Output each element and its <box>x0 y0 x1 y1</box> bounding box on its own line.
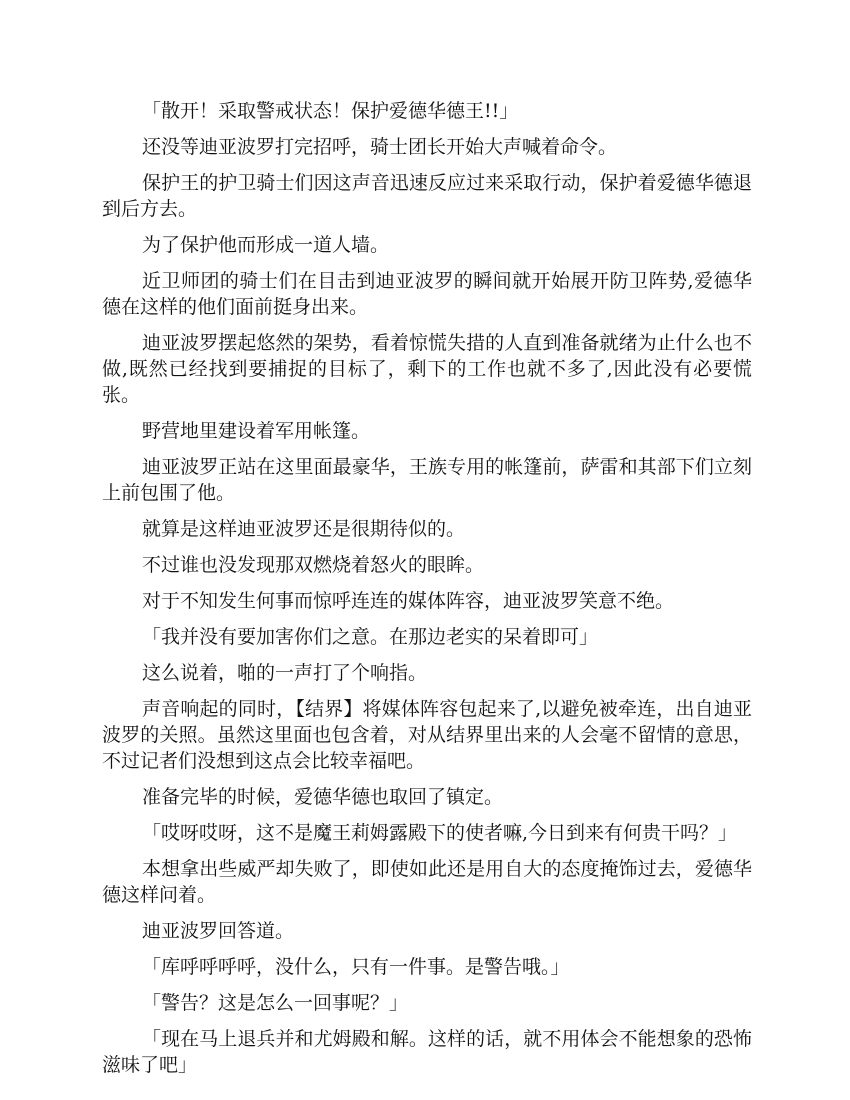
paragraph: 迪亚波罗正站在这里面最豪华，王族专用的帐篷前，萨雷和其部下们立刻上前包围了他。 <box>102 456 752 504</box>
paragraph: 「我并没有要加害你们之意。在那边老实的呆着即可」 <box>142 626 599 648</box>
paragraph: 迪亚波罗摆起悠然的架势，看着惊慌失措的人直到准备就绪为止什么也不做,既然已经找到要捕捉的目标了，剩下的工作也就不多了,因此没有必要慌张。 <box>102 332 752 406</box>
paragraph: 「散开！采取警戒状态！保护爱德华德王!!」 <box>142 100 519 122</box>
paragraph: 近卫师团的骑士们在目击到迪亚波罗的瞬间就开始展开防卫阵势,爱德华德在这样的他们面前挺身出来。 <box>102 270 752 318</box>
paragraph: 不过谁也没发现那双燃烧着怒火的眼眸。 <box>142 554 485 576</box>
paragraph: 准备完毕的时候，爱德华德也取回了镇定。 <box>142 786 504 808</box>
paragraph: 本想拿出些威严却失败了，即使如此还是用自大的态度掩饰过去，爱德华德这样问着。 <box>102 858 752 906</box>
document-page <box>102 98 752 1088</box>
paragraph: 就算是这样迪亚波罗还是很期待似的。 <box>142 518 466 540</box>
paragraph: 「库呼呼呼呼，没什么，只有一件事。是警告哦。」 <box>142 956 570 978</box>
paragraph: 「现在马上退兵并和尤姆殿和解。这样的话，就不用体会不能想象的恐怖滋味了吧」 <box>102 1028 752 1076</box>
paragraph: 保护王的护卫骑士们因这声音迅速反应过来采取行动，保护着爱德华德退到后方去。 <box>102 172 752 220</box>
paragraph: 对于不知发生何事而惊呼连连的媒体阵容，迪亚波罗笑意不绝。 <box>142 590 675 612</box>
paragraph: 野营地里建设着军用帐篷。 <box>142 420 371 442</box>
paragraph: 迪亚波罗回答道。 <box>142 920 295 942</box>
paragraph: 声音响起的同时，【结界】将媒体阵容包起来了,以避免被牵连，出自迪亚波罗的关照。虽然这里面也包含着，对从结界里出来的人会毫不留情的意思，不过记者们没想到这点会比较幸福吧。 <box>102 698 752 772</box>
paragraph: 这么说着，啪的一声打了个响指。 <box>142 662 428 684</box>
paragraph: 「哎呀哎呀，这不是魔王莉姆露殿下的使者嘛,今日到来有何贵干吗？」 <box>142 822 738 844</box>
paragraph: 还没等迪亚波罗打完招呼，骑士团长开始大声喊着命令。 <box>142 136 618 158</box>
paragraph: 为了保护他而形成一道人墙。 <box>142 234 390 256</box>
paragraph: 「警告？这是怎么一回事呢？」 <box>142 992 409 1014</box>
